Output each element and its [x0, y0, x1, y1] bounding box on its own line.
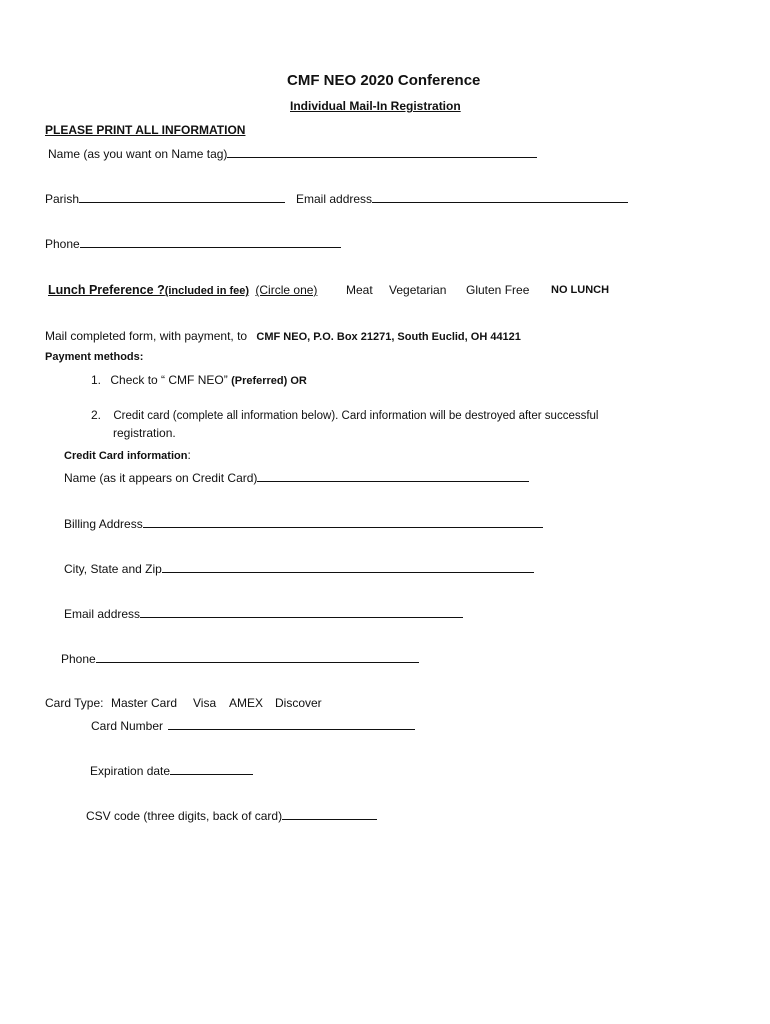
- csv-code-input-line[interactable]: [282, 809, 377, 820]
- page-title: CMF NEO 2020 Conference: [287, 72, 481, 89]
- city-state-zip-label: City, State and Zip: [64, 562, 162, 576]
- phone-label: Phone: [45, 237, 80, 251]
- payment-item-1-number: 1.: [91, 373, 102, 387]
- card-number-input-line[interactable]: [168, 719, 415, 730]
- city-state-zip-input-line[interactable]: [162, 562, 534, 573]
- print-instructions: PLEASE PRINT ALL INFORMATION: [45, 123, 246, 137]
- phone-field: [45, 237, 341, 250]
- payment-item-1-preferred: (Preferred) OR: [231, 375, 307, 387]
- credit-card-heading-text: Credit Card information: [64, 450, 188, 462]
- name-tag-label: Name (as you want on Name tag): [48, 147, 228, 161]
- lunch-circle-one: (Circle one): [255, 283, 318, 297]
- payment-item-1-text: Check to “ CMF NEO”: [110, 373, 228, 387]
- billing-address-input-line[interactable]: [143, 517, 543, 528]
- billing-address-field: [64, 517, 543, 530]
- card-type-visa[interactable]: Visa: [193, 696, 217, 710]
- lunch-preference-label: Lunch Preference ?: [48, 283, 165, 297]
- cc-email-label: Email address: [64, 607, 141, 621]
- parish-input-line[interactable]: [79, 192, 285, 203]
- credit-card-heading-colon: :: [187, 448, 191, 462]
- mail-instructions: [45, 330, 521, 343]
- cc-email-field: [64, 607, 463, 620]
- card-number-field: [91, 719, 415, 732]
- credit-card-heading: [64, 449, 191, 462]
- page-subtitle: Individual Mail-In Registration: [290, 99, 461, 113]
- card-type-discover[interactable]: Discover: [275, 696, 322, 710]
- lunch-option-meat[interactable]: Meat: [346, 283, 373, 297]
- cc-phone-field: [61, 652, 419, 665]
- csv-code-label: CSV code (three digits, back of card): [86, 809, 283, 823]
- lunch-option-vegetarian[interactable]: Vegetarian: [389, 283, 447, 297]
- lunch-included-note: (included in fee): [164, 285, 250, 297]
- city-state-zip-field: [64, 562, 534, 575]
- lunch-option-gluten-free[interactable]: Gluten Free: [466, 283, 530, 297]
- email-input-line[interactable]: [372, 192, 628, 203]
- email-field: [296, 192, 628, 205]
- cc-name-label: Name (as it appears on Credit Card): [64, 471, 258, 485]
- cc-phone-label: Phone: [61, 652, 96, 666]
- phone-input-line[interactable]: [80, 237, 341, 248]
- csv-code-field: [86, 809, 377, 822]
- payment-item-2-number: 2.: [91, 408, 102, 422]
- card-type-master-card[interactable]: Master Card: [111, 696, 178, 710]
- payment-item-card: [91, 409, 598, 423]
- cc-phone-input-line[interactable]: [96, 652, 419, 663]
- card-type-label: Card Type:: [45, 696, 104, 710]
- mail-address: CMF NEO, P.O. Box 21271, South Euclid, OH 44121: [256, 331, 521, 343]
- cc-name-field: [64, 471, 529, 484]
- parish-field: [45, 192, 285, 205]
- payment-item-2-line-2: registration.: [113, 426, 176, 440]
- name-tag-input-line[interactable]: [227, 147, 537, 158]
- expiration-date-label: Expiration date: [90, 764, 171, 778]
- card-number-label: Card Number: [91, 719, 164, 733]
- expiration-date-field: [90, 764, 253, 777]
- cc-email-input-line[interactable]: [140, 607, 463, 618]
- billing-address-label: Billing Address: [64, 517, 143, 531]
- card-type-amex[interactable]: AMEX: [229, 696, 264, 710]
- expiration-date-input-line[interactable]: [170, 764, 253, 775]
- parish-label: Parish: [45, 192, 80, 206]
- payment-item-check: [91, 374, 307, 387]
- cc-name-input-line[interactable]: [257, 471, 529, 482]
- email-label: Email address: [296, 192, 373, 206]
- payment-methods-heading: Payment methods:: [45, 351, 144, 363]
- mail-text: Mail completed form, with payment, to: [45, 329, 248, 343]
- lunch-preference-row: [48, 284, 323, 297]
- name-tag-field: [48, 147, 537, 160]
- lunch-option-no-lunch[interactable]: NO LUNCH: [551, 284, 610, 296]
- payment-item-2-line-1: Credit card (complete all information below). Card information will be destroyed after successful: [113, 410, 599, 422]
